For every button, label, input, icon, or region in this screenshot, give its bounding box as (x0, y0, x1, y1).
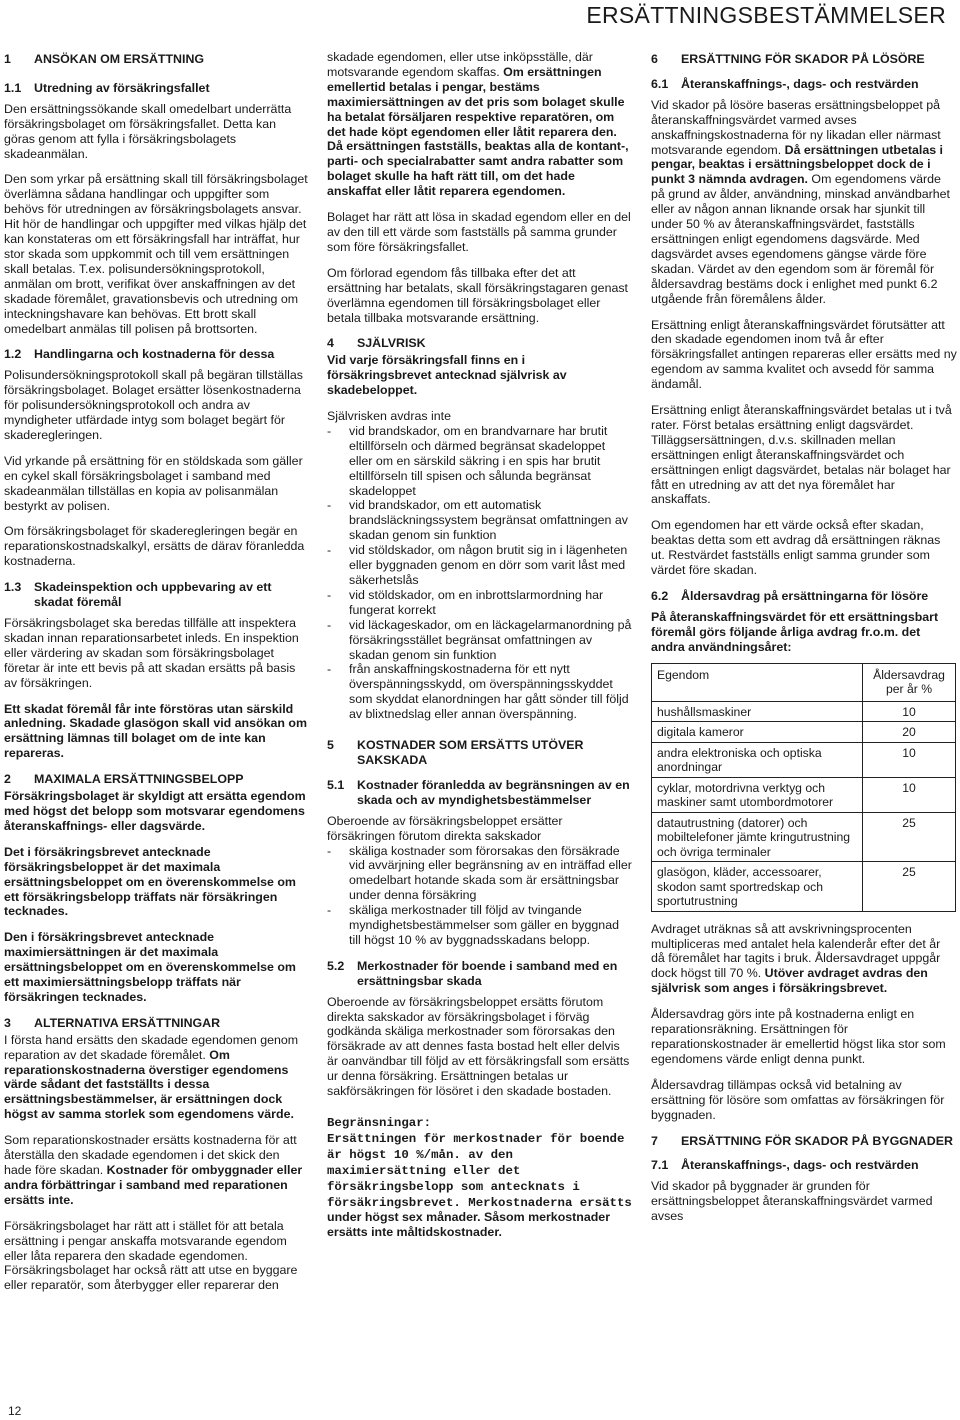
list-item: - skäliga merkostnader till följd av tvingande myndighetsbestämmelser som gäller en byggnad till högst 10 % av byggnadsskadans belopp. (327, 903, 619, 947)
paragraph: Ersättning enligt återanskaffningsvärdet förutsätter att den skadade egendomen inom två år efter försäkringsfallet antingen repareras eller ersätts med ny egendom av samma kvalitet och avsedd för samma ändamål. (651, 317, 957, 392)
section-1-heading: 1 ANSÖKAN OM ERSÄTTNING (4, 52, 205, 66)
section-1-1-heading: 1.1 Utredning av försäkringsfallet (4, 80, 210, 95)
paragraph: På återanskaffningsvärdet för ett ersättningsbart föremål görs följande årliga avdrag fr.o.m. det andra användningsåret: (651, 609, 939, 654)
paragraph: Om egendomen har ett värde också efter skadan, beaktas detta som ett avdrag då ersättningen räknas ut. Restvärdet fastställs enligt samma grunder som värdet före skadan. (651, 518, 941, 578)
exception-list (327, 424, 632, 722)
table-row: glasögon, kläder, accessoarer, skodon samt sportredskap och sportutrustning 25 (652, 862, 956, 912)
age-deduction-table (651, 663, 956, 912)
cost-list (327, 844, 632, 948)
paragraph: Polisundersökningsprotokoll skall på begäran tillställas försäkringsbolaget. Bolaget ersätter lösenkostnaderna för polisundersökningsprotokoll och andra av myndigheter utfärdade intyg som bolaget begärt för skaderegleringen. (4, 368, 303, 442)
list-item: - vid brandskador, om ett automatisk brandsläckningssystem begränsat omfattningen av skadan genom sin funktion (327, 498, 628, 543)
paragraph: Om försäkringsbolaget för skaderegleringen begär en reparationskostnadskalkyl, ersätts de därav föranledda kostnaderna. (4, 524, 305, 569)
paragraph: Ett skadat föremål får inte förstöras utan särskild anledning. Skadade glasögon skall vid ansökan om ersättning lämnas till bolaget om de inte kan repareras. (4, 701, 307, 761)
section-5-heading: 5 KOSTNADER SOM ERSÄTTS UTÖVER SAKSKADA (327, 738, 584, 767)
list-item: - vid brandskador, om en brandvarnare har brutit eltillförseln och därmed begränsat skadeloppet eller om en särskild säkring i en spis har brutit eltillförseln till spisen och sålunda begränsat skadeloppet (327, 423, 608, 498)
paragraph: Oberoende av försäkringsbeloppet ersätts förutom direkta sakskador av försäkringsbolaget i förväg godkända skäliga merkostnader som förorsakas den försäkrade av att dennes fasta bostad helt eller delvis är oanvändbar till följd av ett försäkringsfall som ersätts ur denna försäkring. Ersättningen betalas ur sakförsäkringen för lösöret i den skadade bostaden. (327, 994, 630, 1099)
section-7-1-heading: 7.1 Återanskaffnings-, dags- och restvärden (651, 1158, 919, 1173)
table-header-cell: Egendom (652, 663, 863, 701)
table-row: hushållsmaskiner 10 (652, 701, 956, 722)
table-row: digitala kameror 20 (652, 722, 956, 743)
table-header-cell: Åldersavdrag per år % (863, 663, 956, 701)
section-1-3-heading: 1.3 Skadeinspektion och uppbevaring av ett skadat föremål (4, 580, 272, 610)
paragraph: Vid yrkande på ersättning för en stöldskada som gäller en cykel skall försäkringsbolaget i samband med skadeanmälan tillställas en kopia av polisanmälan bestyrkt av polisen. (4, 453, 303, 513)
paragraph: Avdraget uträknas så att avskrivningsprocenten multipliceras med antalet hela kalenderår efter det år då föremålet har tagits i bruk. Åldersavdraget uppgår dock högst till 70 %. Utöver avdraget avdras den självrisk som anges i försäkringsbrevet. (651, 921, 941, 996)
section-6-2-heading: 6.2 Åldersavdrag på ersättningarna för lösöre (651, 589, 929, 603)
paragraph: I första hand ersätts den skadade egendomen genom reparation av det skadade föremålet. Om reparationskostnaderna överstiger egendomens värde sådant det fastställts i dessa ersättningsbestämmelser, är ersättningen dock högst av samma storlek som egendomens värde. (4, 1032, 299, 1122)
paragraph: Självrisken avdras inte (327, 409, 451, 424)
section-5-2-heading: 5.2 Merkostnader för boende i samband med en ersättningsbar skada (327, 958, 618, 988)
paragraph: Åldersavdrag görs inte på kostnaderna enligt en reparationsräkning. Ersättningen för reparationskostnader är emellertid högst lika stor som egendomens värde enligt denna punkt. (651, 1007, 946, 1066)
list-item: - från anskaffningskostnaderna för ett nytt överspänningsskydd, om överspänningsskyddet som skyddat elanordningen har gått sönder till följd av blixtnedslag eller annan överspänning. (327, 662, 629, 722)
paragraph: Om förlorad egendom fås tillbaka efter det att ersättning har betalats, skall försäkringstagaren genast överlämna egendomen till försäkringsbolaget eller betala tillbaka motsvarande ersättning. (327, 265, 628, 325)
section-3-heading: 3 ALTERNATIVA ERSÄTTNINGAR (4, 1015, 221, 1030)
paragraph: skadade egendomen, eller utse inköpsställe, där motsvarande egendom skaffas. Om ersättningen emellertid betalas i pengar, bestäms maximiersättningen av det pris som bolaget skulle ha betalat försäljaren respektive reparatören, om det hade köpt egendomen eller låtit reparera den. Då ersättningen fastställs, beaktas alla de kontant-, parti- och specialrabatter samt andra rabatter som bolaget skulle ha haft rätt till, om det hade anskaffat eller låtit reparera egendomen. (327, 50, 629, 199)
paragraph: Ersättning enligt återanskaffningsvärdet betalas ut i två rater. Först betalas ersättning enligt dagsvärdet. Tilläggsersättningen, d.v.s. skillnaden mellan ersättningen enligt återanskaffningsvärdet och ersättningen enligt dagsvärdet, betalas när bolaget har fått en utredning av att det nya föremålet har anskaffats. (651, 403, 952, 507)
list-item: - vid läckageskador, om en läckagelarmanordning på försäkringsstället begränsat omfattningen av skadan genom sin funktion (327, 617, 632, 662)
table-header-row (652, 663, 956, 701)
table-row: cyklar, motordrivna verktyg och maskiner samt utombordmotorer 10 (652, 777, 956, 812)
paragraph: Det i försäkringsbrevet antecknade försäkringsbeloppet är det maximala ersättningsbeloppet om en överenskommelse om ett försäkringsbelopp träffats när försäkringen tecknades. (4, 844, 296, 919)
paragraph: Den i försäkringsbrevet antecknade maximiersättningen är det maximala ersättningsbeloppet om en överenskommelse om ett maximiersättningsbelopp träffats när försäkringen tecknades. (4, 930, 296, 1004)
section-4-heading: 4 SJÄLVRISK (327, 336, 426, 351)
paragraph: Försäkringsbolaget är skyldigt att ersätta egendom med högst det belopp som motsvarar egendomens återanskaffnings- eller dagsvärde. (4, 789, 306, 833)
paragraph: Försäkringsbolaget ska beredas tillfälle att inspektera skadan innan reparationsarbetet inleds. En inspektion eller värdering av skadan som försäkringsbolaget företar är inte ett bevis på att skadan ersätts på basis av försäkringen. (4, 616, 299, 690)
list-item: - vid stöldskador, om en inbrottslarmordning har fungerat korrekt (327, 587, 604, 617)
section-2-heading: 2 MAXIMALA ERSÄTTNINGSBELOPP (4, 772, 244, 787)
page-number: 12 (8, 1404, 22, 1418)
section-1-2-heading: 1.2 Handlingarna och kostnaderna för dessa (4, 347, 275, 362)
section-5-1-heading: 5.1 Kostnader föranledda av begränsningen av en skada och av myndighetsbestämmelser (327, 777, 630, 807)
paragraph: Bolaget har rätt att lösa in skadad egendom eller en del av den till ett värde som fastställs på samma grunder som före försäkringsfallet. (327, 210, 631, 254)
paragraph: Oberoende av försäkringsbeloppet ersätter försäkringen förutom direkta sakskador (327, 813, 563, 843)
paragraph: Åldersavdrag tillämpas också vid betalning av ersättning för lösöre som omfattas av försäkringen för byggnaden. (651, 1077, 945, 1122)
paragraph: Försäkringsbolaget har rätt att i stället för att betala ersättning i pengar anskaffa motsvarande egendom eller låta reparera den skadade egendomen. Försäkringsbolaget har också rätt att utse en byggare eller reparatör, som återbygger eller reparerar den (4, 1218, 298, 1293)
column-1 (4, 52, 308, 1293)
list-item: - skäliga kostnader som förorsakas den försäkrade vid avvärjning eller begränsning av en inträffad eller omedelbart hotande skada som är ersättningsbar under denna försäkring (327, 843, 632, 903)
paragraph: Vid skador på lösöre baseras ersättningsbeloppet på återanskaffningsvärdet varmed avses anskaffningskostnaderna för ny likadan eller närmast motsvarande egendom. Då ersättningen utbetalas i pengar, beaktas i ersättningsbeloppet dock de i punkt 3 nämnda avdragen. Om egendomens värde på grund av ålder, användning, minskad användbarhet eller av någon annan liknande orsak har sjunkit till under 50 % av återanskaffningsvärdet, fastställs ersättningen enligt egendomens dagsvärde. Med dagsvärdet avses egendomens gängse värde före skadan. Värdet av den egendom som är föremål för åldersavdrag bestäms dock i enlighet med punkt 6.2 utgående från föremålens ålder. (651, 97, 950, 306)
column-2 (327, 50, 632, 1240)
section-7-heading: 7 ERSÄTTNING FÖR SKADOR PÅ BYGGNADER (651, 1133, 953, 1148)
paragraph: Den ersättningssökande skall omedelbart underrätta försäkringsbolaget om försäkringsfallet. Detta kan göras genom att fylla i försäkringsbolagets skadeanmälan. (4, 101, 292, 161)
paragraph: Vid skador på byggnader är grunden för ersättningsbeloppet återanskaffningsvärdet varmed avses (651, 1179, 933, 1224)
paragraph: Som reparationskostnader ersätts kostnaderna för att återställa den skadade egendomen i det skick den hade före skadan. Kostnader för ombyggnader eller andra förbättringar i samband med reparationen ersätts inte. (4, 1133, 303, 1207)
table-row: datautrustning (datorer) och mobiltelefoner jämte kringutrustning och övriga terminaler 25 (652, 812, 956, 862)
list-item: - vid stöldskador, om någon brutit sig in i lägenheten eller byggnaden genom en dörr som varit låst med säkerhetslås (327, 543, 628, 587)
column-3 (651, 52, 957, 1224)
paragraph: Begränsningar: Ersättningen för merkostnader för boende är högst 10 %/mån. av den maximiersättning eller det försäkringsbelopp som antecknats i försäkringsbrevet. Merkostnaderna ersätts under högst sex månader. Såsom merkostnader ersätts inte måltidskostnader. (327, 1116, 632, 1240)
paragraph: Vid varje försäkringsfall finns en i försäkringsbrevet antecknad självrisk av skadebeloppet. (327, 353, 567, 398)
section-6-heading: 6 ERSÄTTNING FÖR SKADOR PÅ LÖSÖRE (651, 52, 925, 66)
section-6-1-heading: 6.1 Återanskaffnings-, dags- och restvärden (651, 76, 919, 91)
table-row: andra elektroniska och optiska anordningar 10 (652, 742, 956, 777)
paragraph: Den som yrkar på ersättning skall till försäkringsbolaget överlämna sådana handlingar och uppgifter som behövs för utredningen av försäkringsbolagets ansvar. Hit hör de handlingar och uppgifter med vilkas hjälp det kan konstateras om ett försäkringsfall har inträffat, hur stor skada som uppkommit och till vem ersättningen skall betalas. T.ex. polisundersökningsprotokoll, anmälan om brott, verifikat över anskaffningen av det skadade föremålet, gravationsbevis och utredning om inteckningshavare kan behövas. Ett brott skall omedelbart anmälas till polisen på brottsorten. (4, 172, 308, 336)
page-header-title: ERSÄTTNINGSBESTÄMMELSER (586, 2, 946, 28)
